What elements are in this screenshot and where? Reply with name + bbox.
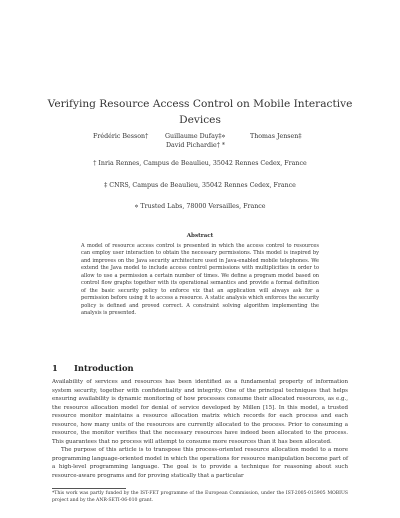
intro-paragraph-1: Availability of services and resources has been identified as a fundamental property of information system security, together with confidentiality and integrity. One of the principal techniques that helps ensuring availability is dynamic monitoring of how processes consume their allocated resources, as e.g., the resource allocation model for denial of service developed by Millen [15]. In this model, a trusted resource monitor maintains a resource allocation matrix which records for each process and each resource, how many units of the resources are currently allocated to the process. Prior to consuming a resource, the monitor verifies that the necessary resources have indeed been allocated to the process. This guarantees that no process will attempt to consume more resources than it has been allocated. [52, 379, 348, 445]
body-text [52, 378, 348, 480]
intro-paragraph-2: The purpose of this article is to transpose this process-oriented resource allocation model to a more programming language-oriented model in which the operations for resource manipulation become part of a high-level programming language. The goal is to provide a technique for reasoning about such resource-aware programs and for proving statically that a particular [52, 447, 348, 479]
affiliation-trusted-labs: ⋄ Trusted Labs, 78000 Versailles, France [134, 203, 266, 210]
abstract-text: A model of resource access control is presented in which the access control to resources can employ user interaction to obtain the necessary permissions. This model is inspired by and improves on the Java security architecture used in Java-enabled mobile telephones. We extend the Java model to include access control permissions with multiplicities in order to allow to use a permission a certain number of times. We define a program model based on control flow graphs together with its operational semantics and provide a formal definition of the basic security policy to enforce viz that an application will always ask for a permission before using it to access a resource. A static analysis which enforces the security policy is defined and proved correct. A constraint solving algorithm implementing the analysis is presented. [81, 243, 319, 317]
section-number: 1 [52, 363, 58, 373]
footnote-rule [52, 488, 126, 489]
author-dufay: Guillaume Dufay‡⋄ [165, 133, 226, 140]
affiliation-cnrs: ‡ CNRS, Campus de Beaulieu, 35042 Rennes Cedex, France [104, 182, 296, 189]
abstract-heading: Abstract [186, 233, 214, 239]
section-heading [52, 363, 134, 373]
author-jensen: Thomas Jensen‡ [250, 133, 302, 140]
author-pichardie: David Pichardie† * [166, 142, 226, 149]
affiliation-inria: † Inria Rennes, Campus de Beaulieu, 35042 Rennes Cedex, France [93, 160, 307, 167]
paper-title: Verifying Resource Access Control on Mobile Interactive Devices [47, 98, 353, 126]
section-title: Introduction [74, 363, 134, 373]
footnote: *This work was partly funded by the IST-FET programme of the European Commission, under the IST-2005-015905 MOBIUS project and by the ANR-SETI-06-010 grant. [52, 491, 348, 503]
author-besson: Frédéric Besson† [93, 133, 149, 140]
